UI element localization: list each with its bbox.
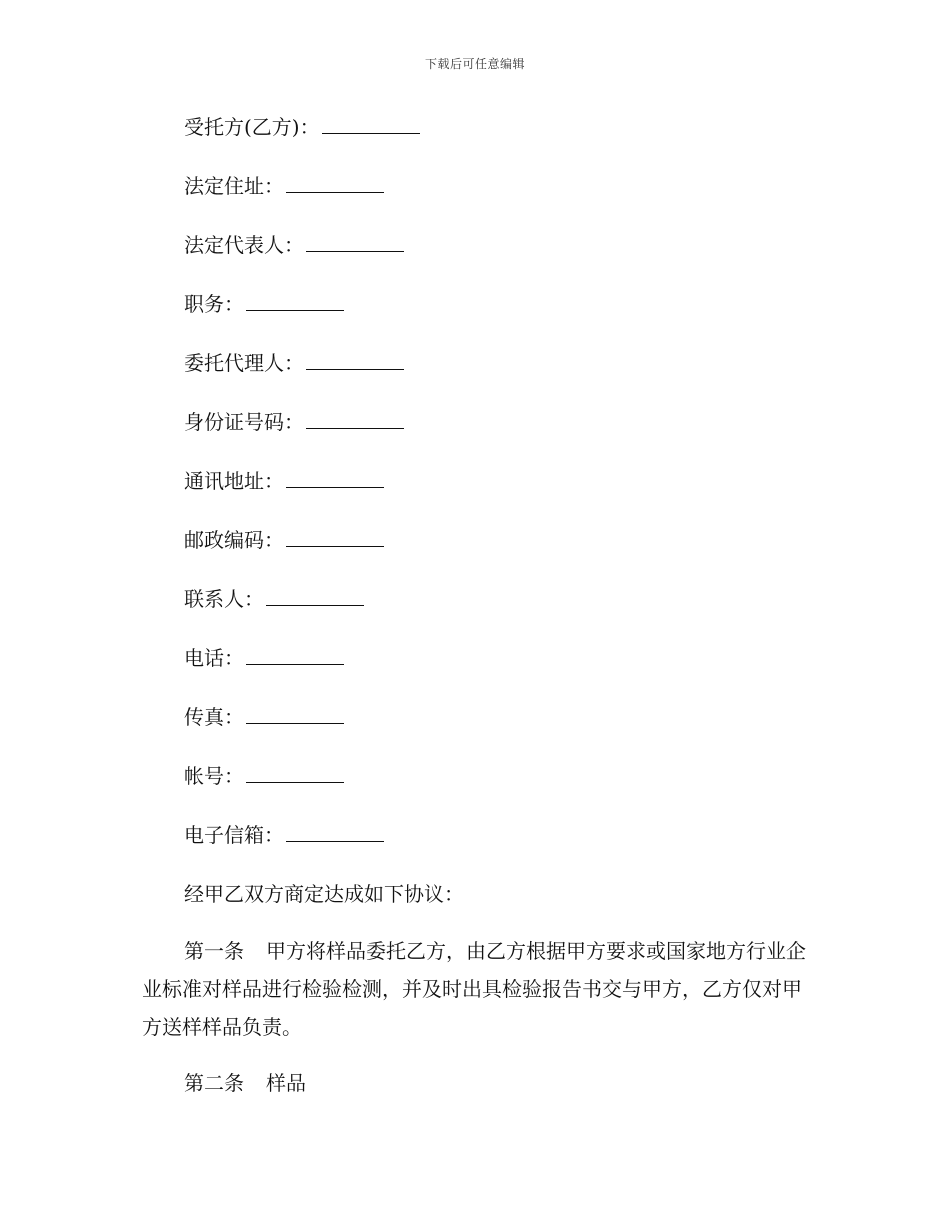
field-fax bbox=[184, 702, 344, 732]
blank-line bbox=[246, 290, 344, 311]
blank-line bbox=[246, 762, 344, 783]
field-trustee bbox=[184, 112, 420, 142]
clause-text: 甲方将样品委托乙方，由乙方根据甲方要求或国家地方行业企业标准对样品进行检验检测，并及时出具检验报告书交与甲方，乙方仅对甲方送样样品负责。 bbox=[142, 939, 806, 1039]
field-label: 电子信箱： bbox=[184, 823, 284, 847]
page-header: 下载后可任意编辑 bbox=[424, 57, 525, 71]
field-postal-code bbox=[184, 525, 384, 555]
blank-line bbox=[286, 467, 384, 488]
blank-line bbox=[286, 526, 384, 547]
clause-title: 样品 bbox=[266, 1071, 306, 1095]
field-label: 邮政编码： bbox=[184, 528, 284, 552]
field-email bbox=[184, 820, 384, 850]
field-label: 帐号： bbox=[184, 764, 244, 788]
clause-number: 第一条 bbox=[184, 939, 244, 963]
field-phone bbox=[184, 643, 344, 673]
field-label: 身份证号码： bbox=[184, 410, 304, 434]
field-label: 传真： bbox=[184, 705, 244, 729]
field-label: 职务： bbox=[184, 292, 244, 316]
blank-line bbox=[266, 585, 364, 606]
field-contact-person bbox=[184, 584, 364, 614]
field-account bbox=[184, 761, 344, 791]
blank-line bbox=[306, 408, 404, 429]
blank-line bbox=[322, 113, 420, 134]
blank-line bbox=[286, 821, 384, 842]
blank-line bbox=[246, 703, 344, 724]
blank-line bbox=[246, 644, 344, 665]
field-legal-address bbox=[184, 171, 384, 201]
field-authorized-agent bbox=[184, 348, 404, 378]
blank-line bbox=[306, 231, 404, 252]
field-label: 联系人： bbox=[184, 587, 264, 611]
blank-line bbox=[286, 172, 384, 193]
blank-line bbox=[306, 349, 404, 370]
field-label: 法定住址： bbox=[184, 174, 284, 198]
field-position bbox=[184, 289, 344, 319]
clause-number: 第二条 bbox=[184, 1071, 244, 1095]
field-label: 委托代理人： bbox=[184, 351, 304, 375]
clause-2 bbox=[184, 1068, 306, 1098]
field-label: 法定代表人： bbox=[184, 233, 304, 257]
field-label: 通讯地址： bbox=[184, 469, 284, 493]
field-id-number bbox=[184, 407, 404, 437]
clause-1 bbox=[142, 932, 812, 1046]
field-label: 电话： bbox=[184, 646, 244, 670]
field-mailing-address bbox=[184, 466, 384, 496]
field-legal-representative bbox=[184, 230, 404, 260]
field-label: 受托方(乙方)： bbox=[184, 115, 320, 139]
agreement-intro: 经甲乙双方商定达成如下协议： bbox=[184, 882, 464, 906]
